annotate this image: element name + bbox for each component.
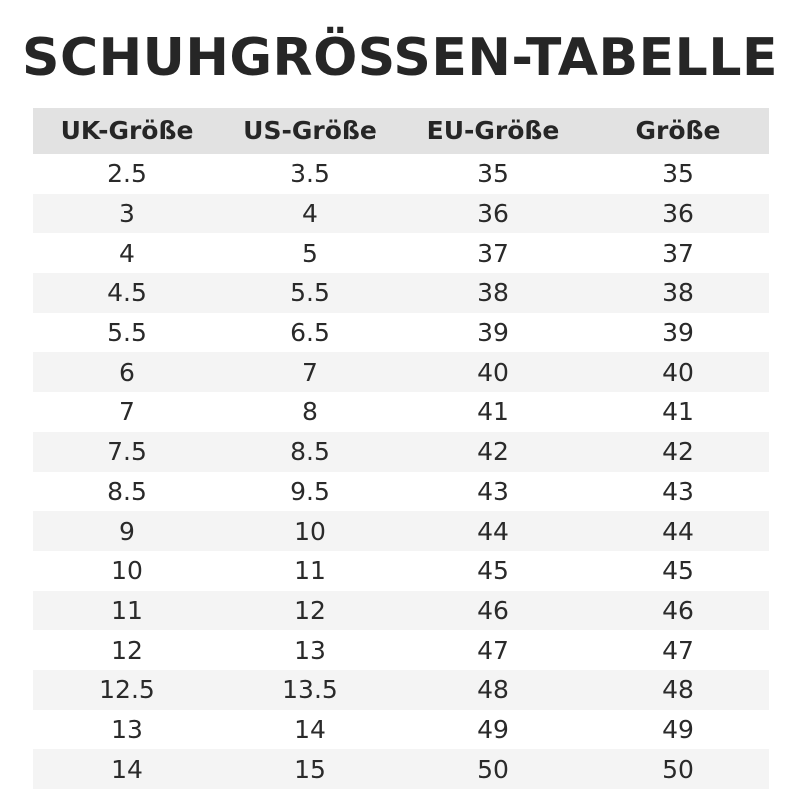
table-header-row (33, 108, 769, 154)
cell-size: 50 (662, 754, 694, 784)
table-row (33, 511, 769, 551)
cell-uk-size: 14 (111, 754, 143, 784)
cell-us-size: 8.5 (290, 437, 330, 467)
table-body (33, 154, 769, 789)
table-row (33, 233, 769, 273)
cell-us-size: 5.5 (290, 278, 330, 308)
cell-size: 42 (662, 437, 694, 467)
cell-eu-size: 46 (477, 595, 509, 625)
cell-us-size: 11 (294, 556, 326, 586)
cell-eu-size: 36 (477, 199, 509, 229)
table-row (33, 273, 769, 313)
cell-eu-size: 48 (477, 675, 509, 705)
cell-us-size: 6.5 (290, 318, 330, 348)
cell-size: 48 (662, 675, 694, 705)
table-row (33, 392, 769, 432)
table-row (33, 591, 769, 631)
cell-us-size: 4 (302, 199, 318, 229)
cell-uk-size: 8.5 (107, 476, 147, 506)
table-row (33, 710, 769, 750)
table-row (33, 194, 769, 234)
cell-eu-size: 45 (477, 556, 509, 586)
table-row (33, 154, 769, 194)
header-us-size: US-Größe (243, 116, 377, 145)
cell-us-size: 13.5 (282, 675, 338, 705)
cell-uk-size: 6 (119, 357, 135, 387)
cell-size: 41 (662, 397, 694, 427)
table-row (33, 313, 769, 353)
cell-uk-size: 10 (111, 556, 143, 586)
cell-us-size: 13 (294, 635, 326, 665)
cell-size: 49 (662, 714, 694, 744)
cell-us-size: 9.5 (290, 476, 330, 506)
cell-eu-size: 42 (477, 437, 509, 467)
header-eu-size: EU-Größe (426, 116, 560, 145)
cell-eu-size: 49 (477, 714, 509, 744)
cell-eu-size: 37 (477, 238, 509, 268)
cell-us-size: 8 (302, 397, 318, 427)
cell-uk-size: 11 (111, 595, 143, 625)
cell-uk-size: 13 (111, 714, 143, 744)
cell-eu-size: 43 (477, 476, 509, 506)
cell-size: 38 (662, 278, 694, 308)
cell-size: 39 (662, 318, 694, 348)
table-row (33, 551, 769, 591)
cell-eu-size: 40 (477, 357, 509, 387)
cell-uk-size: 7 (119, 397, 135, 427)
cell-size: 43 (662, 476, 694, 506)
cell-eu-size: 39 (477, 318, 509, 348)
cell-size: 40 (662, 357, 694, 387)
table-row (33, 352, 769, 392)
cell-uk-size: 9 (119, 516, 135, 546)
cell-uk-size: 3 (119, 199, 135, 229)
cell-size: 37 (662, 238, 694, 268)
cell-eu-size: 35 (477, 159, 509, 189)
cell-uk-size: 12 (111, 635, 143, 665)
header-size: Größe (635, 116, 721, 145)
cell-eu-size: 41 (477, 397, 509, 427)
cell-size: 47 (662, 635, 694, 665)
cell-eu-size: 50 (477, 754, 509, 784)
cell-us-size: 5 (302, 238, 318, 268)
page-title: SCHUHGRÖSSEN-TABELLE (22, 28, 778, 88)
table-row (33, 432, 769, 472)
cell-uk-size: 5.5 (107, 318, 147, 348)
cell-size: 35 (662, 159, 694, 189)
cell-size: 36 (662, 199, 694, 229)
cell-us-size: 12 (294, 595, 326, 625)
cell-us-size: 15 (294, 754, 326, 784)
cell-us-size: 14 (294, 714, 326, 744)
cell-uk-size: 12.5 (99, 675, 155, 705)
cell-eu-size: 38 (477, 278, 509, 308)
cell-size: 46 (662, 595, 694, 625)
table-row (33, 670, 769, 710)
cell-us-size: 7 (302, 357, 318, 387)
cell-us-size: 3.5 (290, 159, 330, 189)
cell-uk-size: 7.5 (107, 437, 147, 467)
cell-eu-size: 44 (477, 516, 509, 546)
shoe-size-table (33, 108, 769, 789)
table-row (33, 472, 769, 512)
cell-uk-size: 4.5 (107, 278, 147, 308)
cell-eu-size: 47 (477, 635, 509, 665)
cell-uk-size: 4 (119, 238, 135, 268)
cell-size: 44 (662, 516, 694, 546)
cell-uk-size: 2.5 (107, 159, 147, 189)
header-uk-size: UK-Größe (60, 116, 194, 145)
cell-size: 45 (662, 556, 694, 586)
table-row (33, 749, 769, 789)
table-row (33, 630, 769, 670)
cell-us-size: 10 (294, 516, 326, 546)
